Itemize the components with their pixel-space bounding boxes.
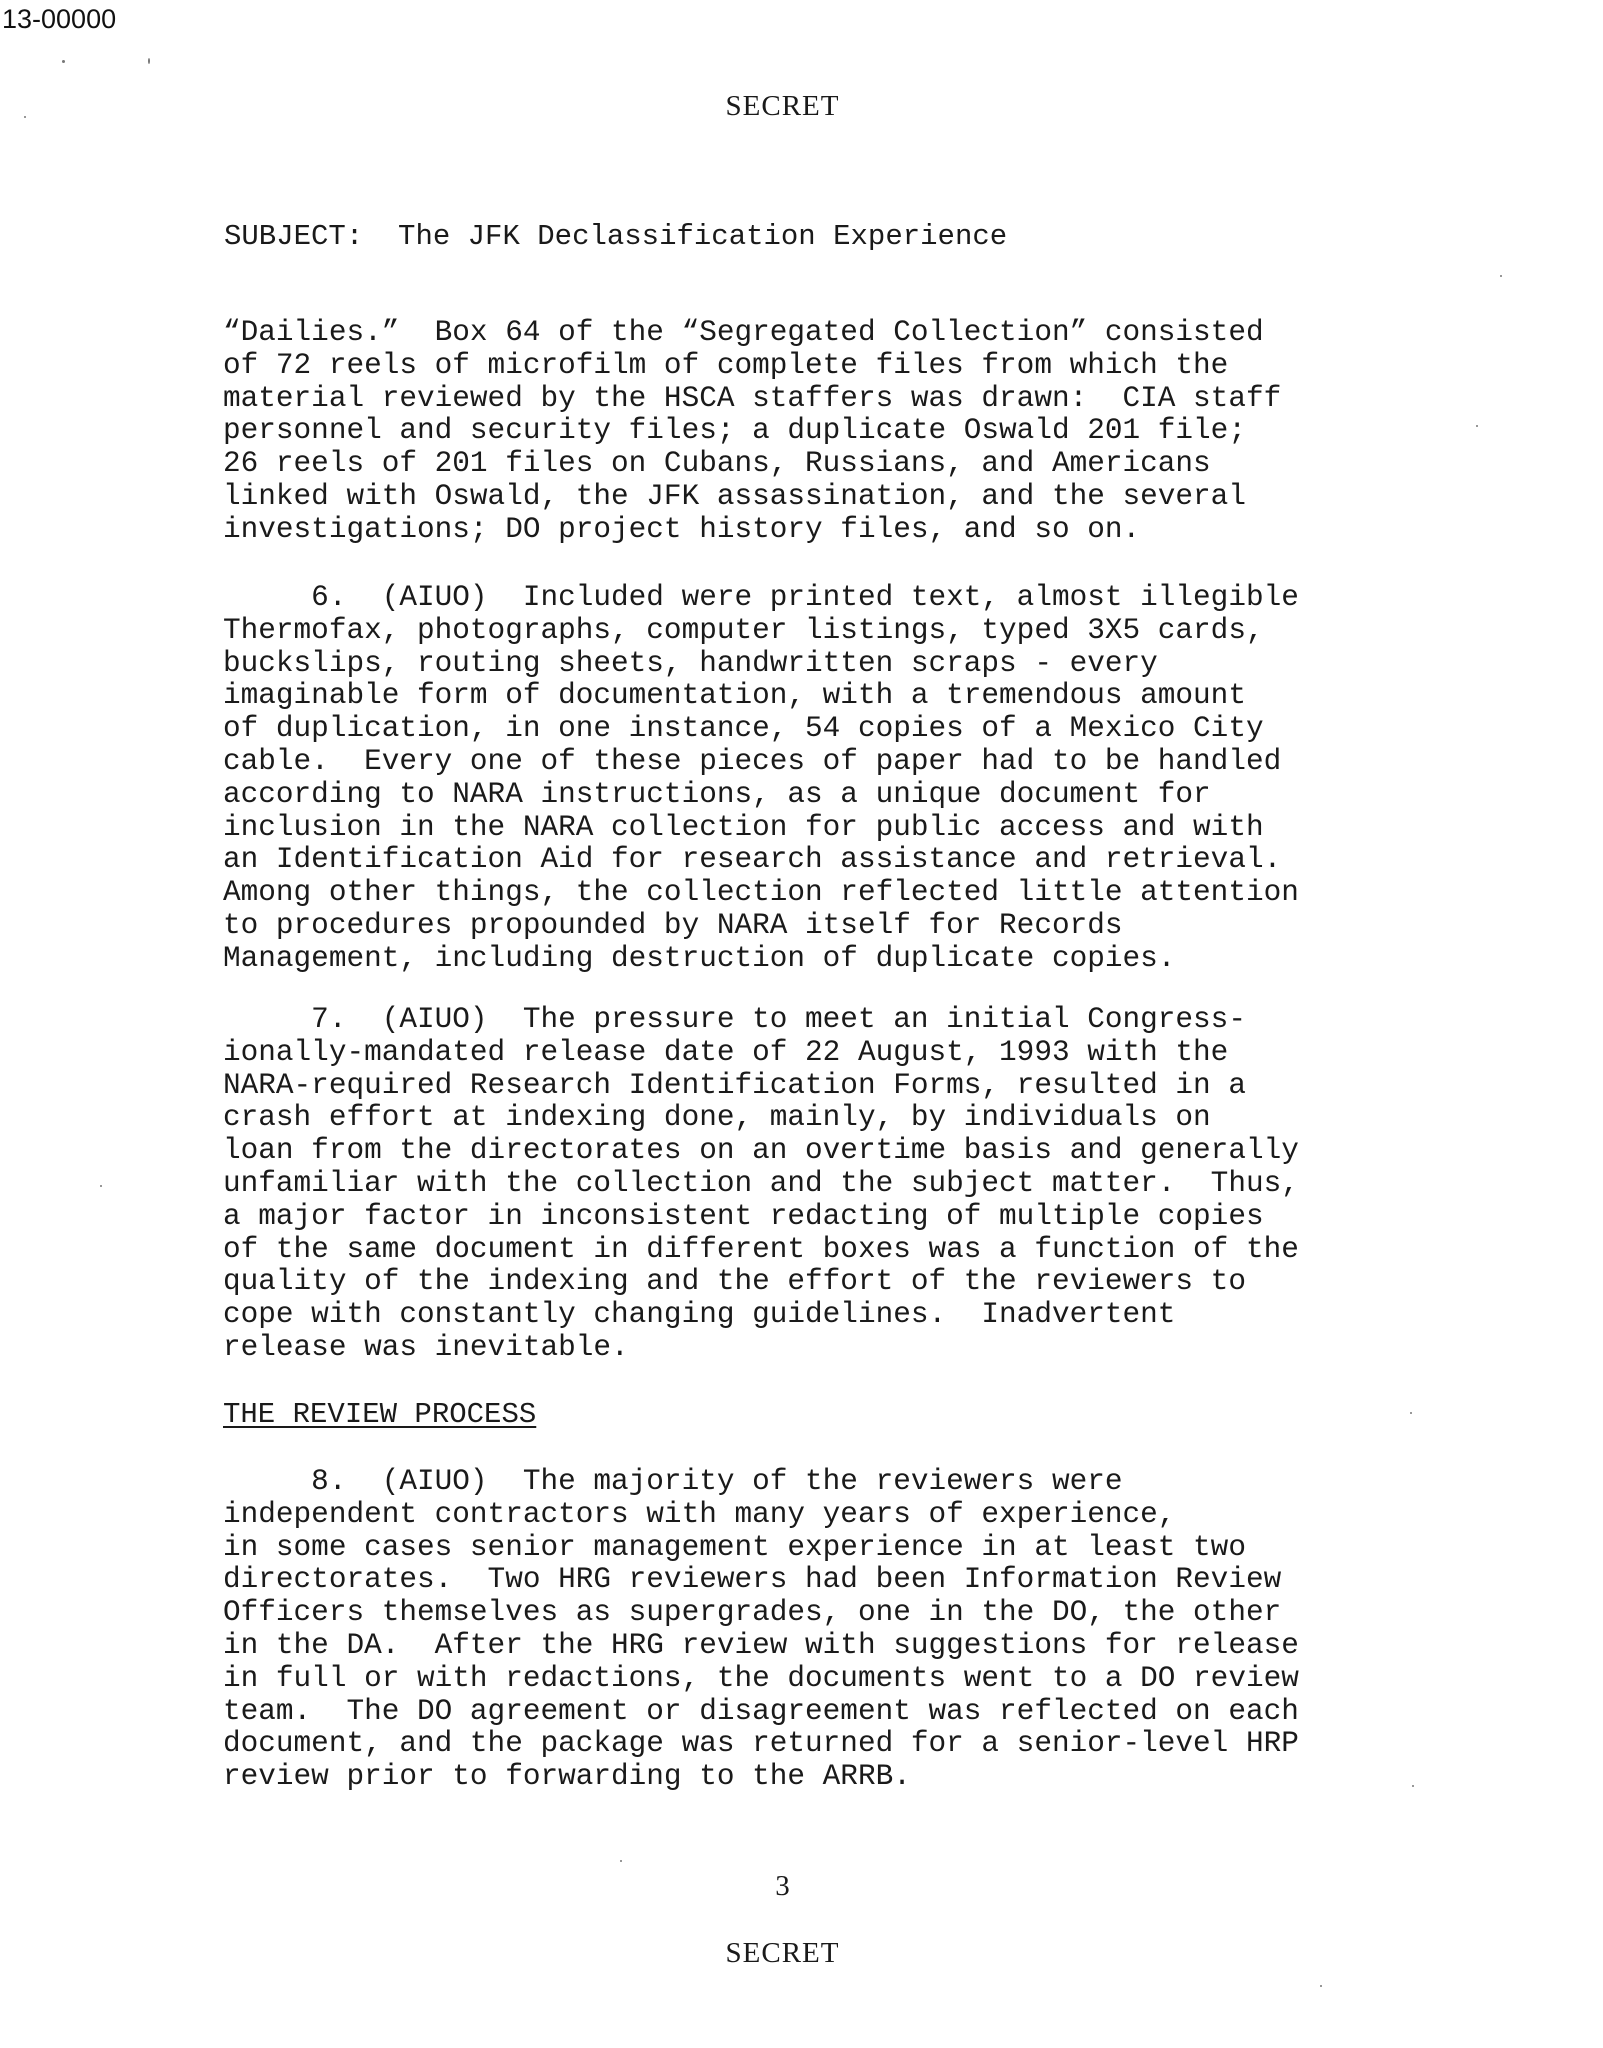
paragraph-line: investigations; DO project history files, and so on. xyxy=(223,512,1141,546)
scan-speck xyxy=(100,1185,102,1187)
paragraph-line: review prior to forwarding to the ARRB. xyxy=(223,1760,911,1794)
scan-speck xyxy=(1320,1985,1322,1987)
paragraph-line: cable. Every one of these pieces of paper had to be handled xyxy=(223,744,1282,778)
paragraph-line: 26 reels of 201 files on Cubans, Russians, and Americans xyxy=(223,447,1211,481)
paragraph-line: Among other things, the collection reflected little attention xyxy=(223,876,1299,910)
paragraph-line: cope with constantly changing guidelines. Inadvertent xyxy=(223,1298,1176,1332)
paragraph-line: 8. (AIUO) The majority of the reviewers were xyxy=(223,1465,1123,1498)
classification-top: SECRET xyxy=(725,90,840,122)
section-heading-review-process: THE REVIEW PROCESS xyxy=(223,1398,537,1431)
subject-line xyxy=(224,220,1007,253)
paragraph-line: crash effort at indexing done, mainly, by individuals on xyxy=(223,1101,1211,1135)
paragraph-line: 6. (AIUO) Included were printed text, almost illegible xyxy=(223,581,1299,614)
intro-paragraph xyxy=(223,317,1281,547)
paragraph-line: of the same document in different boxes was a function of the xyxy=(223,1232,1299,1266)
paragraph-line: unfamiliar with the collection and the subject matter. Thus, xyxy=(223,1166,1299,1200)
paragraph-line: imaginable form of documentation, with a tremendous amount xyxy=(223,679,1246,713)
scan-speck xyxy=(62,60,65,63)
paragraph-line: “Dailies.” Box 64 of the “Segregated Collection” consisted xyxy=(223,316,1264,349)
paragraph-line: quality of the indexing and the effort of the reviewers to xyxy=(223,1265,1246,1299)
classification-bottom: SECRET xyxy=(725,1937,840,1969)
paragraph-line: Management, including destruction of duplicate copies. xyxy=(223,941,1176,975)
paragraph-line: release was inevitable. xyxy=(223,1330,629,1364)
document-id: 13-00000 xyxy=(2,4,117,34)
paragraph-line: directorates. Two HRG reviewers had been Information Review xyxy=(223,1563,1282,1597)
paragraph-line: to procedures propounded by NARA itself for Records xyxy=(223,908,1123,942)
scan-speck xyxy=(1500,275,1502,277)
paragraph-line: in full or with redactions, the documents went to a DO review xyxy=(223,1661,1299,1695)
paragraph-line: an Identification Aid for research assistance and retrieval. xyxy=(223,843,1282,877)
paragraph-line: personnel and security files; a duplicate Oswald 201 file; xyxy=(223,414,1246,448)
paragraph-line: document, and the package was returned for a senior-level HRP xyxy=(223,1727,1299,1761)
paragraph-line: NARA-required Research Identification Forms, resulted in a xyxy=(223,1068,1246,1102)
subject-label: SUBJECT: xyxy=(224,220,364,253)
paragraph-line: inclusion in the NARA collection for public access and with xyxy=(223,810,1264,844)
paragraph-line: in the DA. After the HRG review with suggestions for release xyxy=(223,1628,1299,1662)
paragraph-8 xyxy=(223,1466,1299,1794)
paragraph-line: Officers themselves as supergrades, one in the DO, the other xyxy=(223,1596,1282,1630)
paragraph-line: 7. (AIUO) The pressure to meet an initial Congress- xyxy=(223,1003,1246,1036)
page-number: 3 xyxy=(775,1870,790,1902)
paragraph-line: according to NARA instructions, as a unique document for xyxy=(223,777,1211,811)
paragraph-line: in some cases senior management experience in at least two xyxy=(223,1530,1246,1564)
paragraph-line: Thermofax, photographs, computer listings, typed 3X5 cards, xyxy=(223,613,1264,647)
scan-speck xyxy=(148,58,150,64)
paragraph-line: buckslips, routing sheets, handwritten scraps - every xyxy=(223,646,1158,680)
paragraph-line: of 72 reels of microfilm of complete files from which the xyxy=(223,348,1229,382)
paragraph-line: team. The DO agreement or disagreement was reflected on each xyxy=(223,1694,1299,1728)
paragraph-6 xyxy=(223,582,1299,976)
scan-speck xyxy=(620,1860,622,1862)
paragraph-line: independent contractors with many years of experience, xyxy=(223,1497,1176,1531)
paragraph-line: loan from the directorates on an overtime basis and generally xyxy=(223,1134,1299,1168)
scan-speck xyxy=(1412,1785,1414,1787)
paragraph-line: of duplication, in one instance, 54 copies of a Mexico City xyxy=(223,712,1264,746)
scan-speck xyxy=(1410,1412,1412,1414)
paragraph-line: ionally-mandated release date of 22 August, 1993 with the xyxy=(223,1035,1229,1069)
subject-text: The JFK Declassification Experience xyxy=(398,220,1008,253)
scan-speck xyxy=(24,116,26,118)
paragraph-line: linked with Oswald, the JFK assassination, and the several xyxy=(223,479,1246,513)
paragraph-line: a major factor in inconsistent redacting of multiple copies xyxy=(223,1199,1264,1233)
scan-speck xyxy=(1476,425,1478,427)
paragraph-line: material reviewed by the HSCA staffers was drawn: CIA staff xyxy=(223,381,1282,415)
paragraph-7 xyxy=(223,1004,1299,1365)
